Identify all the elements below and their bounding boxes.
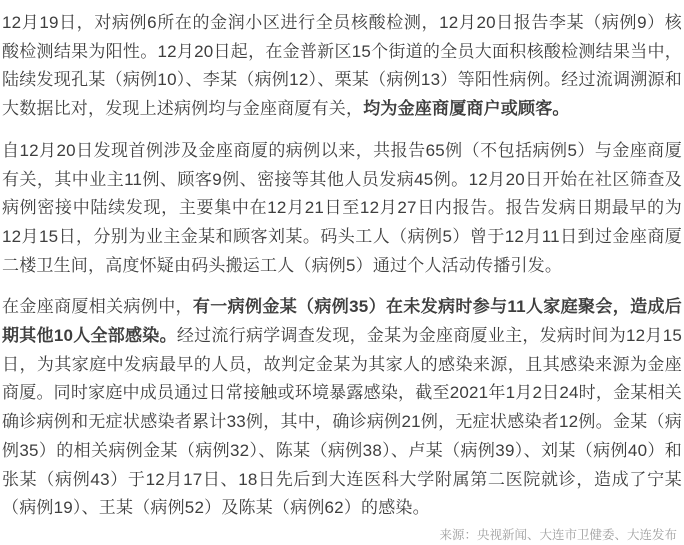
article-body	[2, 9, 682, 523]
source-line: 来源：央视新闻、大连市卫健委、大连发布	[439, 527, 677, 542]
text-segment-bold: 均为金座商厦商户或顾客。	[363, 99, 570, 119]
paragraph	[2, 137, 682, 281]
text-segment: 经过流行病学调查发现，金某为金座商厦业主，发病时间为12月15日，为其家庭中发病最早的人员，故判定金某为其家人的感染来源，且其感染来源为金座商厦。同时家庭中成员通过日常接触或环境暴露感染，截至2021年1月2日24时，金某相关确诊病例和无症状感染者累计33例，其中，确诊病例21例，无症状感染者12例。金某（病例35）的相关病例金某（病例32）、陈某（病例38）、卢某（病例39）、刘某（病例40）和张某（病例43）于12月17日、18日先后到大连医科大学附属第二医院就诊，造成了宁某（病例19）、王某（病例52）及陈某（病例62）的感染。	[2, 326, 682, 518]
paragraph	[2, 9, 682, 124]
text-segment: 在金座商厦相关病例中，	[2, 297, 193, 317]
paragraph	[2, 293, 682, 523]
text-segment: 自12月20日发现首例涉及金座商厦的病例以来，共报告65例（不包括病例5）与金座商厦有关，其中业主11例、顾客9例、密接等其他人员发病45例。12月20日开始在社区筛查及病例密接中陆续发现，主要集中在12月21日至12月27日内报告。报告发病日期最早的为12月15日，分别为业主金某和顾客刘某。码头工人（病例5）曾于12月11日到过金座商厦二楼卫生间，高度怀疑由码头搬运工人（病例5）通过个人活动传播引发。	[2, 140, 682, 275]
text-segment: 12月19日，对病例6所在的金润小区进行全员核酸检测，12月20日报告李某（病例9）核酸检测结果为阳性。12月20日起，在金普新区15个街道的全员大面积核酸检测结果当中，陆续发现孔某（病例10）、李某（病例12）、栗某（病例13）等阳性病例。经过流调溯源和大数据比对，发现上述病例均与金座商厦有关，	[2, 13, 682, 119]
text-segment-bold: 有一病例金某（病例35）在未发病时参与11人家庭聚会，造成后期其他10人全部感染。	[2, 297, 682, 346]
